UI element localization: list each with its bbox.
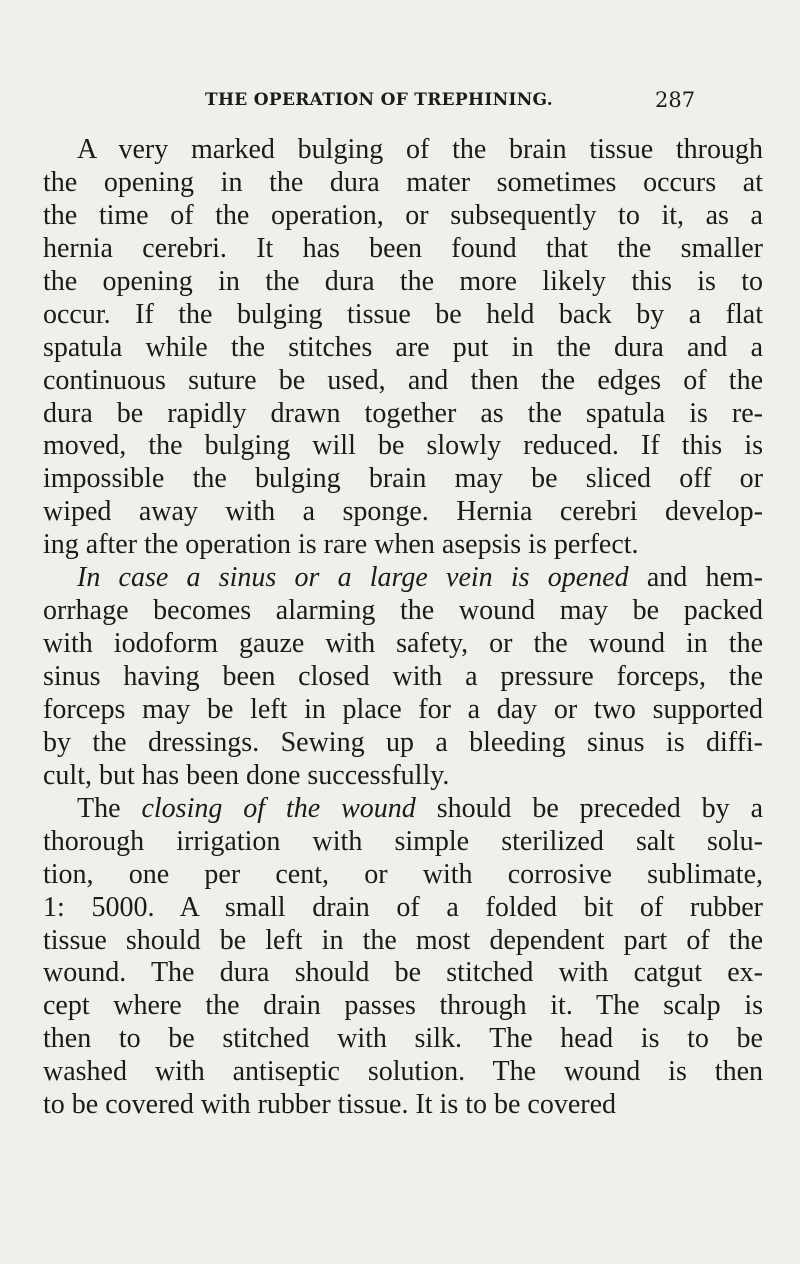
- text-line: [43, 430, 763, 463]
- text-segment: impossible the bulging brain may be sliced off or: [43, 463, 763, 495]
- text-line: [43, 299, 763, 332]
- text-segment: tion, one per cent, or with corrosive sublimate,: [43, 858, 763, 890]
- text-line: [43, 859, 763, 892]
- text-line: [43, 1023, 763, 1056]
- text-segment: thorough irrigation with simple sterilized salt solu-: [43, 825, 763, 857]
- text-line: [43, 266, 763, 299]
- text-segment: to be covered with rubber tissue. It is to be covered: [43, 1089, 617, 1121]
- text-line: [43, 496, 763, 529]
- text-line: [43, 661, 763, 694]
- text-line: [43, 760, 763, 793]
- text-segment: wound. The dura should be stitched with catgut ex-: [43, 957, 763, 989]
- text-segment: the opening in the dura the more likely this is to: [43, 265, 763, 297]
- text-segment: 1: 5000. A small drain of a folded bit of rubber: [43, 891, 763, 923]
- text-segment: A very marked bulging of the brain tissue through: [77, 134, 763, 165]
- text-line: [43, 1056, 763, 1089]
- text-segment: hernia cerebri. It has been found that the smaller: [43, 232, 763, 264]
- text-line: [43, 134, 763, 167]
- text-segment: should be preceded by a: [415, 792, 763, 824]
- text-segment: the opening in the dura mater sometimes occurs at: [43, 166, 763, 198]
- text-segment: dura be rapidly drawn together as the spatula is re-: [43, 397, 763, 429]
- text-segment: spatula while the stitches are put in the dura and a: [43, 331, 763, 363]
- text-line: [43, 793, 763, 826]
- text-segment: cult, but has been done successfully.: [43, 759, 450, 791]
- text-line: [43, 365, 763, 398]
- body-text: [43, 134, 763, 1122]
- text-line: [43, 727, 763, 760]
- text-segment: ing after the operation is rare when asepsis is perfect.: [43, 529, 639, 561]
- text-line: [43, 233, 763, 266]
- text-line: [43, 200, 763, 233]
- text-segment: by the dressings. Sewing up a bleeding sinus is diffi-: [43, 726, 763, 758]
- text-segment: then to be stitched with silk. The head is to be: [43, 1023, 763, 1055]
- text-line: [43, 957, 763, 990]
- running-head: [0, 90, 800, 112]
- text-segment: sinus having been closed with a pressure forceps, the: [43, 661, 763, 692]
- text-segment: orrhage becomes alarming the wound may be packed: [43, 595, 763, 627]
- text-line: [43, 1089, 763, 1122]
- text-line: [43, 694, 763, 727]
- text-segment: cept where the drain passes through it. The scalp is: [43, 990, 763, 1022]
- text-segment: tissue should be left in the most dependent part of the: [43, 924, 763, 956]
- text-line: [43, 892, 763, 925]
- text-line: [43, 562, 763, 595]
- text-segment: wiped away with a sponge. Hernia cerebri develop-: [43, 496, 763, 528]
- text-segment: and hem-: [628, 562, 763, 594]
- running-head-title: THE OPERATION OF TREPHINING.: [205, 90, 553, 110]
- text-segment: continuous suture be used, and then the edges of the: [43, 364, 763, 396]
- text-line: [43, 529, 763, 562]
- text-segment: forceps may be left in place for a day or two supported: [43, 693, 763, 725]
- italic-phrase: closing of the wound: [141, 792, 416, 824]
- text-line: [43, 463, 763, 496]
- text-line: [43, 925, 763, 958]
- text-line: [43, 826, 763, 859]
- text-line: [43, 990, 763, 1023]
- text-line: [43, 332, 763, 365]
- text-segment: occur. If the bulging tissue be held back by a flat: [43, 298, 763, 330]
- text-line: [43, 595, 763, 628]
- text-line: [43, 167, 763, 200]
- text-segment: with iodoform gauze with safety, or the wound in the: [43, 628, 763, 660]
- text-segment: washed with antiseptic solution. The wound is then: [43, 1056, 763, 1088]
- text-segment: the time of the operation, or subsequently to it, as a: [43, 199, 763, 231]
- text-segment: The: [77, 792, 142, 824]
- page-number: 287: [655, 88, 696, 112]
- text-line: [43, 628, 763, 661]
- text-segment: moved, the bulging will be slowly reduced. If this is: [43, 430, 763, 462]
- text-line: [43, 398, 763, 431]
- italic-phrase: In case a sinus or a large vein is opened: [77, 562, 629, 594]
